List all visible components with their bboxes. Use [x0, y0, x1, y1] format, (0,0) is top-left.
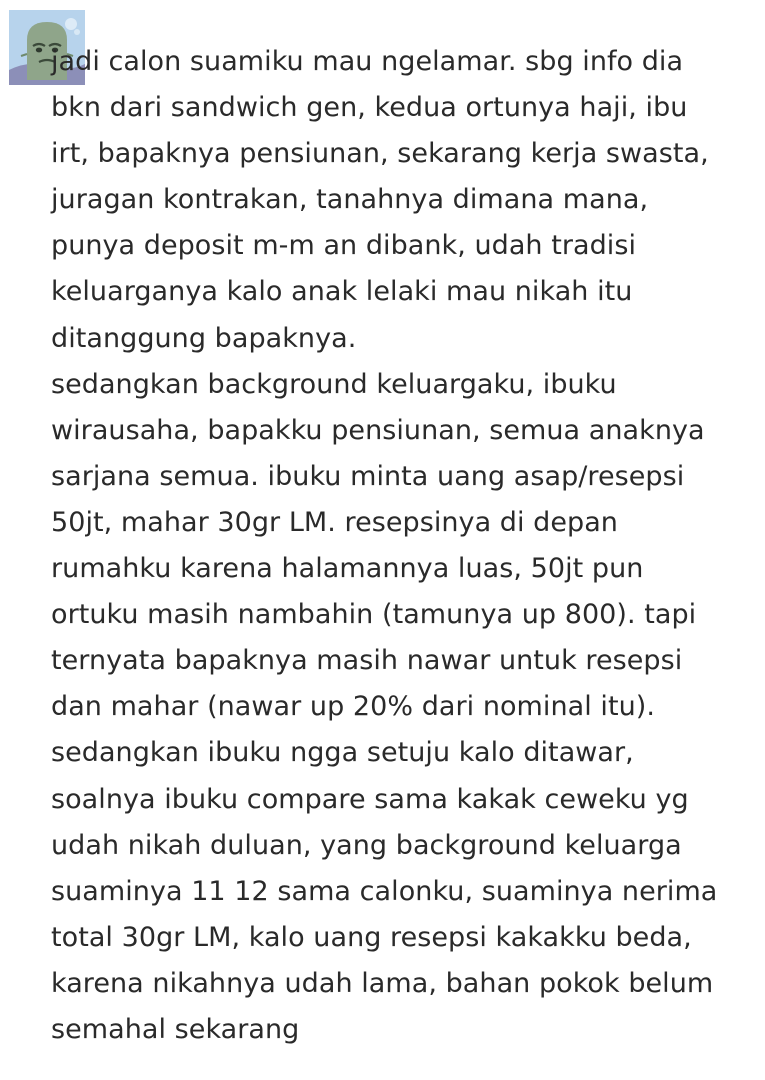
- post-line: dan mahar (nawar up 20% dari nominal itu).: [51, 691, 655, 723]
- post-line: wirausaha, bapakku pensiunan, semua anaknya: [51, 414, 705, 446]
- post-line: sedangkan ibuku ngga setuju kalo ditawar,: [51, 737, 634, 769]
- post-line: sedangkan background keluargaku, ibuku: [51, 368, 617, 400]
- post-line: irt, bapaknya pensiunan, sekarang kerja swasta,: [51, 138, 709, 170]
- post-line: 50jt, mahar 30gr LM. resepsinya di depan: [51, 506, 618, 538]
- post-line: udah nikah duluan, yang background keluarga: [51, 829, 682, 861]
- post-line: ditanggung bapaknya.: [51, 322, 357, 354]
- post-line: soalnya ibuku compare sama kakak ceweku yg: [51, 783, 689, 815]
- post-line: ternyata bapaknya masih nawar untuk resepsi: [51, 645, 683, 677]
- post-line: ortuku masih nambahin (tamunya up 800). tapi: [51, 599, 697, 631]
- post-line: sarjana semua. ibuku minta uang asap/resepsi: [51, 460, 685, 492]
- post-line: total 30gr LM, kalo uang resepsi kakakku beda,: [51, 921, 692, 953]
- post-line: karena nikahnya udah lama, bahan pokok belum: [51, 967, 714, 999]
- post-line: punya deposit m-m an dibank, udah tradisi: [51, 230, 637, 262]
- post-line: jadi calon suamiku mau ngelamar. sbg info dia: [51, 46, 684, 77]
- post-line: keluarganya kalo anak lelaki mau nikah itu: [51, 276, 633, 308]
- post-line: suaminya 11 12 sama calonku, suaminya nerima: [51, 875, 718, 907]
- post-line: rumahku karena halamannya luas, 50jt pun: [51, 553, 644, 585]
- post-line: semahal sekarang: [51, 1013, 300, 1045]
- post-line: juragan kontrakan, tanahnya dimana mana,: [51, 184, 649, 216]
- post-body: [51, 39, 741, 1053]
- post-line: bkn dari sandwich gen, kedua ortunya haji, ibu: [51, 92, 688, 124]
